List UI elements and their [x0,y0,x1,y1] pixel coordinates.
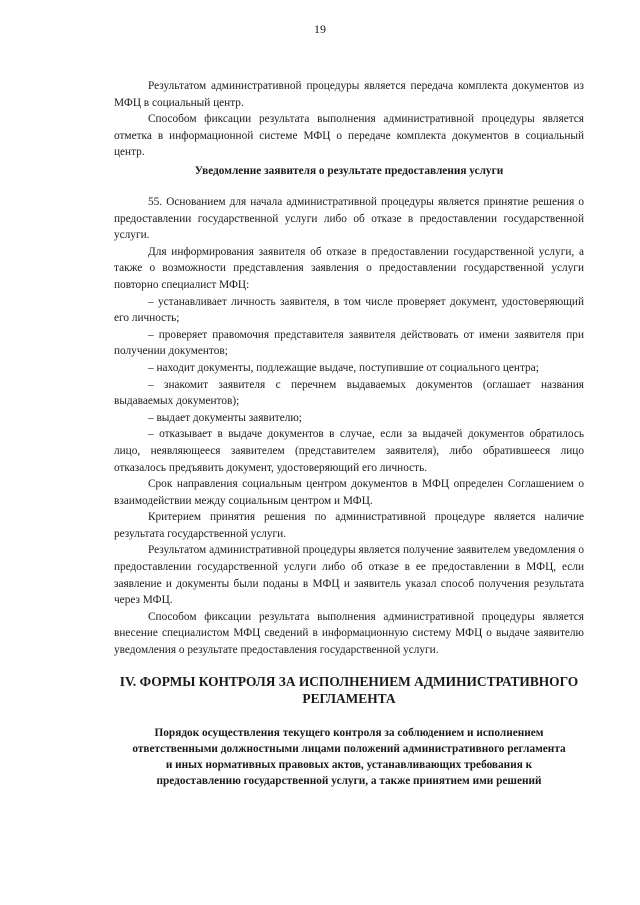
section-title: IV. ФОРМЫ КОНТРОЛЯ ЗА ИСПОЛНЕНИЕМ АДМИНИСТРАТИВНОГО РЕГЛАМЕНТА [119,674,579,706]
procedure-heading: Порядок осуществления текущего контроля за соблюдением и исполнением ответственными должностными лицами положений административного регламента и иных нормативных правовых актов, устанавливающих требования к предоставлению государственной услуги, а также принятием ими решений [132,727,566,787]
paragraph-result: Результатом административной процедуры является получение заявителем уведомления о предоставлении государственной услуги либо об отказе в ее предоставлении в МФЦ, если заявление и документы были поданы в МФЦ и заявитель указал способ получения результата через МФЦ. [114,544,584,607]
list-item-refuse: – отказывает в выдаче документов в случае, если за выдачей документов обратилось лицо, неявляющееся заявителем (представителем заявителя), либо обратившееся лицо отказалось предъявить документ, удостоверяющий его личность. [114,428,584,474]
paragraph-criterion: Критерием принятия решения по административной процедуре является наличие результата государственной услуги. [114,511,584,540]
paragraph-fixation: Способом фиксации результата выполнения административной процедуры является внесение специалистом МФЦ сведений в информационную систему МФЦ о выдаче заявителю уведомления о результате предоставления государственной услуги. [114,610,584,657]
paragraph-transfer-result: Результатом административной процедуры является передача комплекта документов из МФЦ в социальный центр. [114,80,584,109]
list-item-issue-documents: – выдает документы заявителю; [148,411,302,424]
paragraph-transfer-fixation: Способом фиксации результата выполнения административной процедуры является отметка в информационной системе МФЦ о передаче комплекта документов в социальный центр. [114,113,584,159]
top-text-block [114,78,584,179]
list-item-authority: – проверяет правомочия представителя заявителя действовать от имени заявителя при получении документов; [114,328,584,358]
list-item-identity: – устанавливает личность заявителя, в том числе проверяет документ, удостоверяющий его личность; [114,295,584,325]
list-item-find-documents: – находит документы, подлежащие выдаче, поступившие от социального центра; [148,361,539,374]
list-item-familiarize: – знакомит заявителя с перечнем выдаваемых документов (оглашает названия выдаваемых документов); [114,378,584,408]
paragraph-55-basis: 55. Основанием для начала административной процедуры является принятие решения о предоставлении государственной услуги либо об отказе в предоставлении государственной услуги. [114,196,584,242]
main-text-block [114,194,584,659]
paragraph-term: Срок направления социальным центром документов в МФЦ определен Соглашением о взаимодействии между социальным центром и МФЦ. [114,478,584,507]
paragraph-informing: Для информирования заявителя об отказе в предоставлении государственной услуги, а также о возможности представления заявления о предоставлении государственной услуги повторно специалист МФЦ: [114,245,584,291]
page-number: 19 [314,22,326,36]
subheading-notification: Уведомление заявителя о результате предоставления услуги [194,164,504,177]
